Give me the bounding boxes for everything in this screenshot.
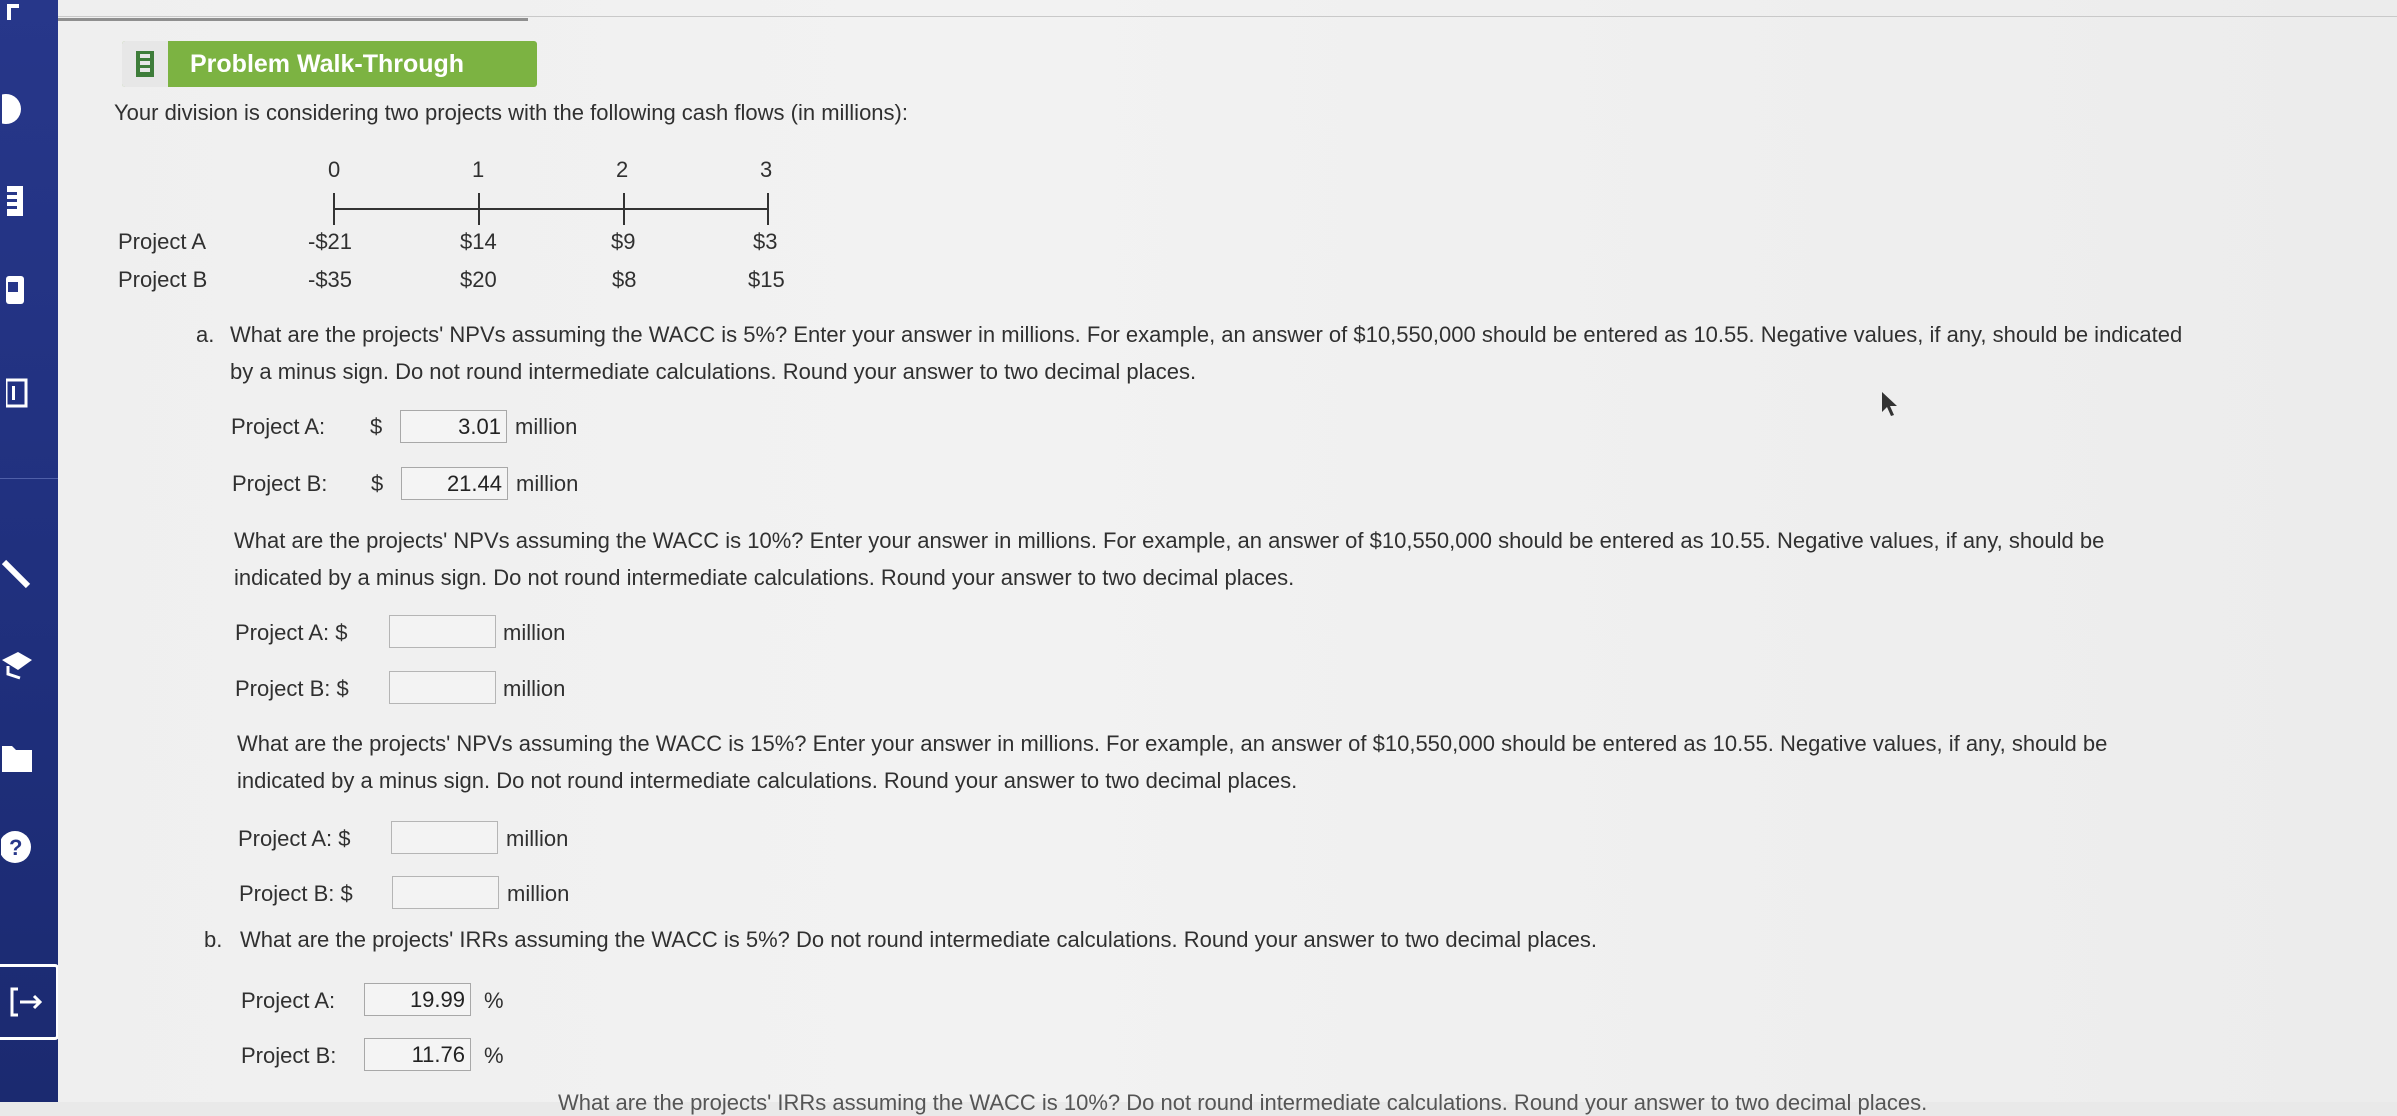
irr-project-b-input[interactable]: 11.76 — [364, 1038, 471, 1071]
unit-label: million — [503, 676, 566, 701]
timeline-tick — [478, 193, 480, 225]
exit-icon[interactable] — [0, 964, 59, 1040]
npv10-project-b-input[interactable] — [389, 671, 496, 704]
irr-project-a-input[interactable]: 19.99 — [364, 983, 471, 1016]
period-label: 0 — [328, 157, 341, 182]
help-icon[interactable] — [0, 830, 34, 864]
npv15-project-a-label: Project A: $ — [238, 826, 351, 851]
timeline-axis — [334, 208, 768, 210]
unit-label: million — [503, 620, 566, 645]
header-rule-accent — [58, 18, 528, 21]
question-line: What are the projects' NPVs assuming the WACC is 10%? Enter your answer in millions. For example, an answer of $10,550,000 should be entered as 10.55. Negative values, if any, should be — [234, 528, 2105, 553]
timeline-tick — [767, 193, 769, 225]
cash-flow-value: $20 — [460, 267, 497, 292]
cash-flow-value: -$35 — [308, 267, 353, 292]
banner-title: Problem Walk-Through — [190, 49, 465, 78]
question-npv-15 — [237, 725, 2367, 799]
film-icon — [122, 41, 168, 87]
graduation-cap-icon[interactable] — [0, 648, 34, 682]
svg-text:?: ? — [9, 835, 23, 860]
npv10-project-b-label: Project B: $ — [235, 676, 349, 701]
cash-flow-value: -$21 — [308, 229, 353, 254]
unit-label: million — [516, 471, 579, 496]
currency-symbol: $ — [370, 414, 383, 439]
question-line: What are the projects' NPVs assuming the WACC is 5%? Enter your answer in millions. For example, an answer of $10,550,000 should be entered as 10.55. Negative values, if any, should be indicated — [230, 322, 2183, 347]
npv5-project-b-input[interactable]: 21.44 — [401, 467, 508, 500]
circle-nav-icon[interactable] — [0, 92, 34, 126]
npv15-project-a-input[interactable] — [391, 821, 498, 854]
period-label: 1 — [472, 157, 485, 182]
header-rule — [58, 16, 2397, 17]
npv15-project-b-label: Project B: $ — [239, 881, 353, 906]
mouse-cursor-icon — [1880, 390, 1902, 418]
cash-flow-value: $8 — [612, 267, 637, 292]
part-b-letter: b. — [204, 927, 223, 952]
unit-label: % — [484, 988, 504, 1013]
npv5-project-a-label: Project A: — [231, 414, 326, 439]
npv5-project-b-label: Project B: — [232, 471, 328, 496]
unit-label: million — [515, 414, 578, 439]
calculator-icon[interactable] — [0, 376, 34, 410]
npv5-project-a-input[interactable]: 3.01 — [400, 410, 507, 443]
list-icon[interactable] — [0, 184, 34, 218]
problem-page — [58, 0, 2397, 1115]
question-line: What are the projects' NPVs assuming the WACC is 15%? Enter your answer in millions. For example, an answer of $10,550,000 should be entered as 10.55. Negative values, if any, should be — [237, 731, 2108, 756]
timeline-tick — [333, 193, 335, 225]
project-b-label: Project B — [118, 267, 208, 292]
part-a-letter: a. — [196, 322, 215, 347]
arrow-icon[interactable] — [0, 0, 34, 28]
npv15-project-b-input[interactable] — [392, 876, 499, 909]
document-icon[interactable] — [0, 274, 34, 308]
timeline-tick — [623, 193, 625, 225]
cutoff-question-text: What are the projects' IRRs assuming the WACC is 10%? Do not round intermediate calculations. Round your answer to two decimal places. — [558, 1090, 1928, 1115]
period-label: 3 — [760, 157, 773, 182]
pencil-icon[interactable] — [0, 556, 34, 590]
cash-flow-value: $15 — [748, 267, 785, 292]
unit-label: million — [506, 826, 569, 851]
unit-label: % — [484, 1043, 504, 1068]
project-a-label: Project A — [118, 229, 207, 254]
question-line: indicated by a minus sign. Do not round intermediate calculations. Round your answer to two decimal places. — [237, 768, 1298, 793]
problem-walkthrough-banner[interactable] — [122, 41, 537, 87]
period-label: 2 — [616, 157, 629, 182]
question-irr-5: What are the projects' IRRs assuming the WACC is 5%? Do not round intermediate calculations. Round your answer to two decimal places. — [240, 927, 1598, 952]
unit-label: million — [507, 881, 570, 906]
question-npv-10 — [234, 522, 2364, 596]
currency-symbol: $ — [371, 471, 384, 496]
irr-project-a-label: Project A: — [241, 988, 336, 1013]
npv10-project-a-input[interactable] — [389, 615, 496, 648]
cash-flow-value: $9 — [611, 229, 636, 254]
question-line: by a minus sign. Do not round intermediate calculations. Round your answer to two decimal places. — [230, 359, 1197, 384]
cash-flow-value: $3 — [753, 229, 778, 254]
folder-icon[interactable] — [0, 740, 34, 774]
intro-text: Your division is considering two projects with the following cash flows (in millions): — [114, 100, 908, 125]
question-line: indicated by a minus sign. Do not round intermediate calculations. Round your answer to two decimal places. — [234, 565, 1295, 590]
irr-project-b-label: Project B: — [241, 1043, 337, 1068]
question-npv-5 — [230, 316, 2380, 390]
npv10-project-a-label: Project A: $ — [235, 620, 348, 645]
cash-flow-value: $14 — [460, 229, 497, 254]
